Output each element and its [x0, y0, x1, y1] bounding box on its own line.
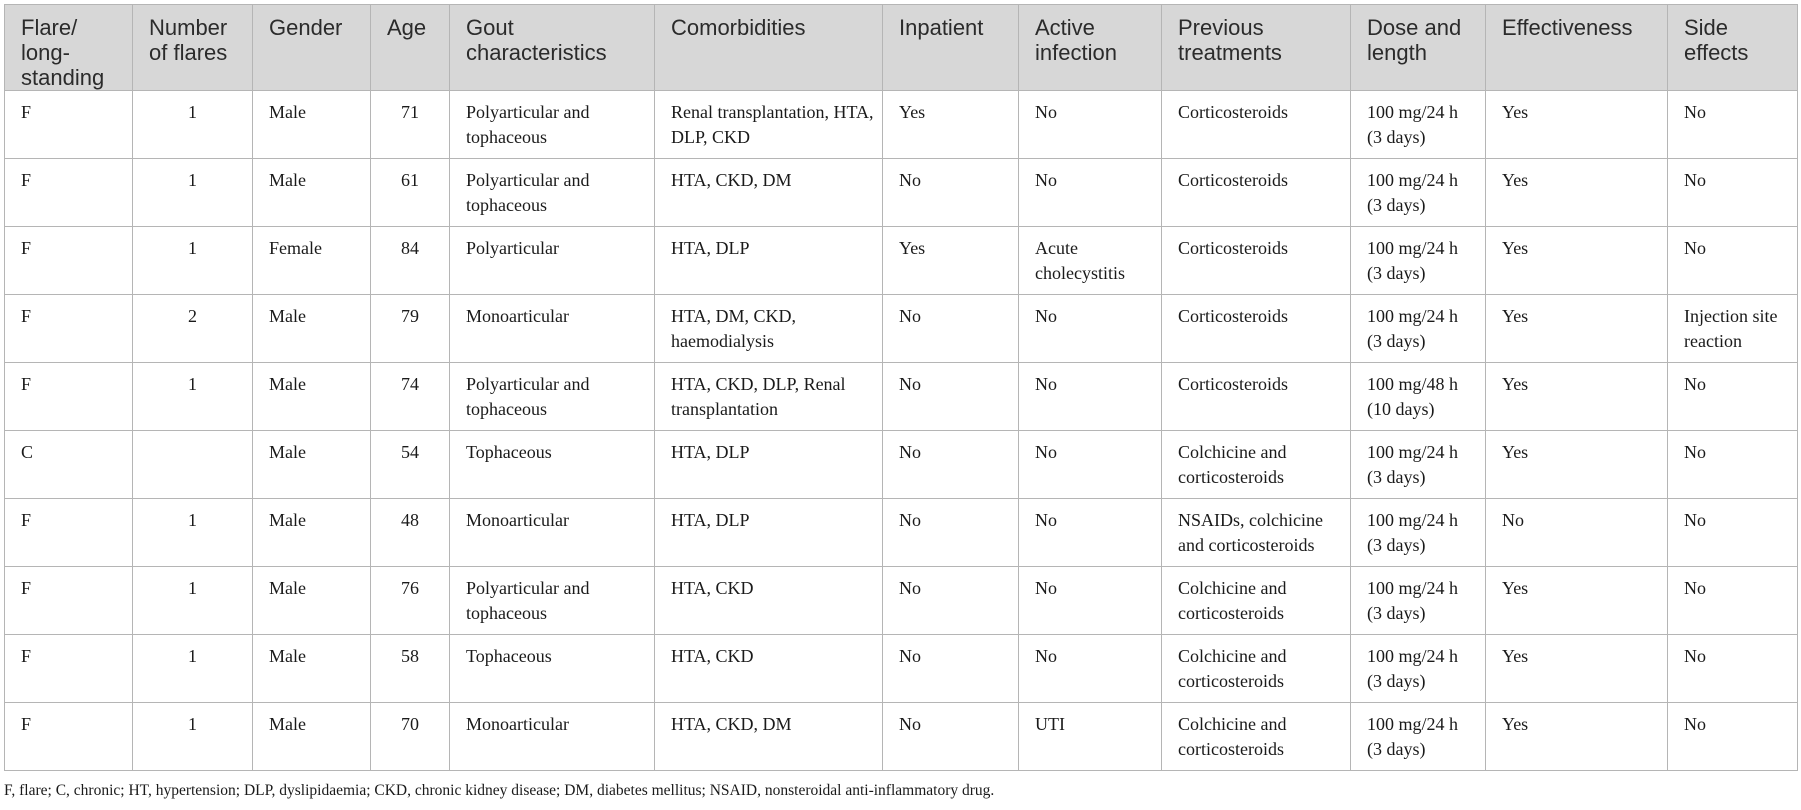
cell-previous-treatments: Corticosteroids: [1162, 159, 1351, 227]
table-row: [5, 567, 1798, 635]
header-active-infection: Active infection: [1019, 5, 1162, 91]
cell-flare: F: [5, 227, 133, 295]
cell-flare: C: [5, 431, 133, 499]
table-row: [5, 295, 1798, 363]
cell-flare: F: [5, 703, 133, 771]
cell-side-effects: No: [1668, 363, 1798, 431]
cell-number-of-flares: 1: [133, 363, 253, 431]
table-row: [5, 227, 1798, 295]
cell-number-of-flares: 1: [133, 159, 253, 227]
cell-inpatient: No: [883, 499, 1019, 567]
cell-gout-characteristics: Tophaceous: [450, 431, 655, 499]
cell-active-infection: No: [1019, 431, 1162, 499]
cell-gout-characteristics: Polyarticular and tophaceous: [450, 159, 655, 227]
cell-dose-and-length: 100 mg/24 h (3 days): [1351, 91, 1486, 159]
cell-dose-and-length: 100 mg/24 h (3 days): [1351, 227, 1486, 295]
cell-inpatient: No: [883, 635, 1019, 703]
cell-previous-treatments: Corticosteroids: [1162, 227, 1351, 295]
cell-effectiveness: Yes: [1486, 363, 1668, 431]
header-effectiveness: Effectiveness: [1486, 5, 1668, 91]
header-gout-characteristics: Gout characteristics: [450, 5, 655, 91]
cell-effectiveness: Yes: [1486, 227, 1668, 295]
header-previous-treatments: Previous treatments: [1162, 5, 1351, 91]
cell-side-effects: No: [1668, 431, 1798, 499]
cell-gout-characteristics: Monoarticular: [450, 499, 655, 567]
cell-age: 76: [371, 567, 450, 635]
cell-flare: F: [5, 91, 133, 159]
header-row: [5, 5, 1798, 91]
cell-active-infection: No: [1019, 159, 1162, 227]
cell-number-of-flares: 1: [133, 635, 253, 703]
cell-flare: F: [5, 363, 133, 431]
cell-gout-characteristics: Tophaceous: [450, 635, 655, 703]
cell-side-effects: No: [1668, 159, 1798, 227]
cell-active-infection: Acute cholecystitis: [1019, 227, 1162, 295]
table-row: [5, 635, 1798, 703]
cell-comorbidities: Renal transplantation, HTA, DLP, CKD: [655, 91, 883, 159]
cell-comorbidities: HTA, CKD, DM: [655, 703, 883, 771]
header-side-effects: Side effects: [1668, 5, 1798, 91]
cell-effectiveness: Yes: [1486, 635, 1668, 703]
cell-active-infection: No: [1019, 567, 1162, 635]
cell-gout-characteristics: Monoarticular: [450, 295, 655, 363]
cell-side-effects: Injection site reaction: [1668, 295, 1798, 363]
cell-comorbidities: HTA, DLP: [655, 499, 883, 567]
cell-effectiveness: Yes: [1486, 703, 1668, 771]
table-row: [5, 363, 1798, 431]
cell-effectiveness: Yes: [1486, 159, 1668, 227]
cell-dose-and-length: 100 mg/24 h (3 days): [1351, 431, 1486, 499]
cell-inpatient: No: [883, 567, 1019, 635]
cell-number-of-flares: 1: [133, 703, 253, 771]
cell-dose-and-length: 100 mg/24 h (3 days): [1351, 499, 1486, 567]
cell-previous-treatments: Colchicine and corticosteroids: [1162, 431, 1351, 499]
header-comorbidities: Comorbidities: [655, 5, 883, 91]
cell-gout-characteristics: Polyarticular: [450, 227, 655, 295]
cell-gout-characteristics: Polyarticular and tophaceous: [450, 91, 655, 159]
table-row: [5, 431, 1798, 499]
cell-dose-and-length: 100 mg/24 h (3 days): [1351, 567, 1486, 635]
cell-dose-and-length: 100 mg/24 h (3 days): [1351, 703, 1486, 771]
table-body: [5, 91, 1798, 771]
cell-dose-and-length: 100 mg/24 h (3 days): [1351, 295, 1486, 363]
cell-comorbidities: HTA, CKD: [655, 635, 883, 703]
cell-flare: F: [5, 635, 133, 703]
header-inpatient: Inpatient: [883, 5, 1019, 91]
cell-flare: F: [5, 499, 133, 567]
cell-inpatient: No: [883, 703, 1019, 771]
cell-dose-and-length: 100 mg/48 h (10 days): [1351, 363, 1486, 431]
cell-previous-treatments: NSAIDs, colchicine and corticosteroids: [1162, 499, 1351, 567]
cell-effectiveness: Yes: [1486, 295, 1668, 363]
cell-effectiveness: Yes: [1486, 431, 1668, 499]
cell-dose-and-length: 100 mg/24 h (3 days): [1351, 159, 1486, 227]
cell-previous-treatments: Colchicine and corticosteroids: [1162, 567, 1351, 635]
cell-comorbidities: HTA, CKD, DLP, Renal transplantation: [655, 363, 883, 431]
cell-gender: Male: [253, 295, 371, 363]
cell-side-effects: No: [1668, 91, 1798, 159]
patient-table: [4, 4, 1798, 771]
cell-effectiveness: Yes: [1486, 91, 1668, 159]
cell-number-of-flares: [133, 431, 253, 499]
table-footnote: F, flare; C, chronic; HT, hypertension; DLP, dyslipidaemia; CKD, chronic kidney disease; DM, diabetes mellitus; NSAID, nonsteroidal anti-inflammatory drug.: [4, 782, 995, 799]
cell-gender: Female: [253, 227, 371, 295]
cell-age: 79: [371, 295, 450, 363]
cell-previous-treatments: Colchicine and corticosteroids: [1162, 635, 1351, 703]
cell-side-effects: No: [1668, 635, 1798, 703]
header-number-of-flares: Number of flares: [133, 5, 253, 91]
cell-age: 84: [371, 227, 450, 295]
cell-number-of-flares: 1: [133, 91, 253, 159]
cell-dose-and-length: 100 mg/24 h (3 days): [1351, 635, 1486, 703]
cell-inpatient: No: [883, 363, 1019, 431]
table-row: [5, 159, 1798, 227]
cell-age: 54: [371, 431, 450, 499]
cell-previous-treatments: Corticosteroids: [1162, 295, 1351, 363]
cell-active-infection: No: [1019, 295, 1162, 363]
cell-inpatient: Yes: [883, 91, 1019, 159]
cell-gender: Male: [253, 159, 371, 227]
cell-gender: Male: [253, 635, 371, 703]
cell-gout-characteristics: Polyarticular and tophaceous: [450, 363, 655, 431]
cell-age: 61: [371, 159, 450, 227]
cell-side-effects: No: [1668, 499, 1798, 567]
cell-previous-treatments: Colchicine and corticosteroids: [1162, 703, 1351, 771]
cell-flare: F: [5, 295, 133, 363]
cell-previous-treatments: Corticosteroids: [1162, 363, 1351, 431]
cell-gout-characteristics: Polyarticular and tophaceous: [450, 567, 655, 635]
table-row: [5, 703, 1798, 771]
cell-active-infection: UTI: [1019, 703, 1162, 771]
header-dose-and-length: Dose and length: [1351, 5, 1486, 91]
cell-inpatient: No: [883, 431, 1019, 499]
cell-inpatient: No: [883, 295, 1019, 363]
cell-age: 48: [371, 499, 450, 567]
cell-comorbidities: HTA, DLP: [655, 431, 883, 499]
cell-number-of-flares: 1: [133, 227, 253, 295]
cell-comorbidities: HTA, DM, CKD, haemodialysis: [655, 295, 883, 363]
cell-age: 74: [371, 363, 450, 431]
table-row: [5, 91, 1798, 159]
cell-comorbidities: HTA, CKD: [655, 567, 883, 635]
cell-effectiveness: No: [1486, 499, 1668, 567]
cell-effectiveness: Yes: [1486, 567, 1668, 635]
cell-gender: Male: [253, 499, 371, 567]
cell-flare: F: [5, 567, 133, 635]
cell-gender: Male: [253, 363, 371, 431]
table-container: [4, 4, 1797, 771]
cell-flare: F: [5, 159, 133, 227]
cell-comorbidities: HTA, DLP: [655, 227, 883, 295]
cell-previous-treatments: Corticosteroids: [1162, 91, 1351, 159]
cell-active-infection: No: [1019, 499, 1162, 567]
cell-gender: Male: [253, 91, 371, 159]
cell-age: 71: [371, 91, 450, 159]
header-gender: Gender: [253, 5, 371, 91]
cell-number-of-flares: 1: [133, 499, 253, 567]
cell-gout-characteristics: Monoarticular: [450, 703, 655, 771]
table-row: [5, 499, 1798, 567]
cell-gender: Male: [253, 567, 371, 635]
cell-number-of-flares: 1: [133, 567, 253, 635]
cell-inpatient: Yes: [883, 227, 1019, 295]
header-flare: Flare/ long-standing: [5, 5, 133, 91]
header-age: Age: [371, 5, 450, 91]
cell-age: 58: [371, 635, 450, 703]
cell-active-infection: No: [1019, 363, 1162, 431]
cell-side-effects: No: [1668, 703, 1798, 771]
cell-inpatient: No: [883, 159, 1019, 227]
cell-side-effects: No: [1668, 567, 1798, 635]
cell-active-infection: No: [1019, 91, 1162, 159]
cell-age: 70: [371, 703, 450, 771]
cell-active-infection: No: [1019, 635, 1162, 703]
cell-gender: Male: [253, 431, 371, 499]
cell-number-of-flares: 2: [133, 295, 253, 363]
cell-side-effects: No: [1668, 227, 1798, 295]
cell-comorbidities: HTA, CKD, DM: [655, 159, 883, 227]
cell-gender: Male: [253, 703, 371, 771]
